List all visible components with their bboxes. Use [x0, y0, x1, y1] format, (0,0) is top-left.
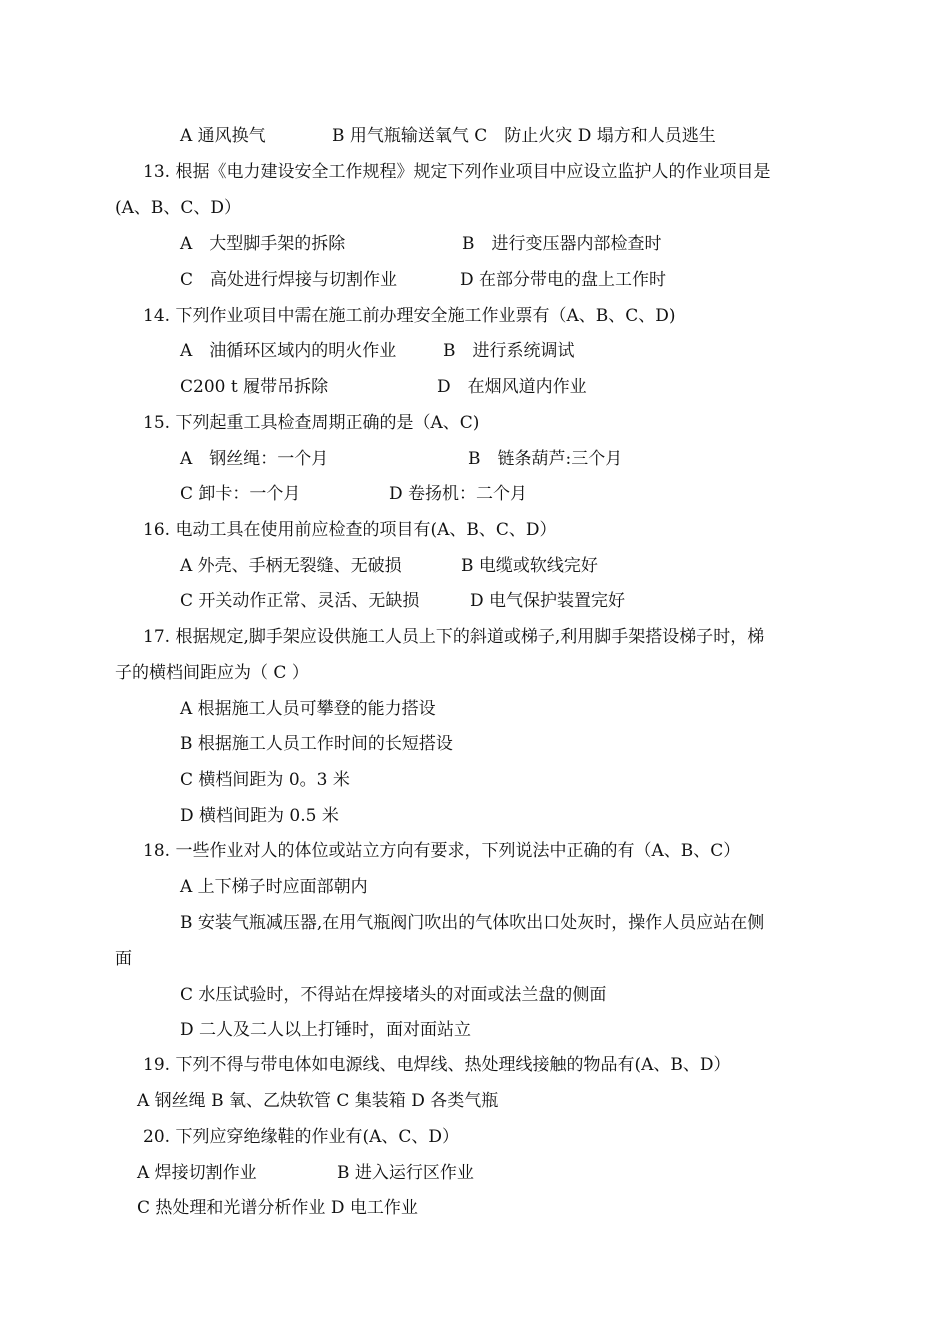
q15-option-c: C 卸卡：一个月 [180, 484, 301, 504]
q14-option-a: A 油循环区域内的明火作业 [180, 341, 397, 361]
q15-option-d: D 卷扬机：二个月 [389, 484, 528, 504]
q16-option-b: B 电缆或软线完好 [461, 556, 598, 576]
q14-option-b: B 进行系统调试 [443, 341, 575, 361]
q15-option-b: B 链条葫芦:三个月 [468, 449, 623, 469]
q16-option-c: C 开关动作正常、灵活、无缺损 [180, 591, 420, 611]
q15-option-a: A 钢丝绳：一个月 [180, 449, 329, 469]
q18-stem: 18. 一些作业对人的体位或站立方向有要求，下列说法中正确的有（A、B、C） [143, 841, 741, 861]
q16-option-a: A 外壳、手柄无裂缝、无破损 [180, 556, 402, 576]
q14-stem: 14. 下列作业项目中需在施工前办理安全施工作业票有（A、B、C、D) [143, 306, 676, 326]
q16-stem: 16. 电动工具在使用前应检查的项目有(A、B、C、D） [143, 520, 557, 540]
q17-option-c: C 横档间距为 0。3 米 [180, 770, 350, 790]
q15-stem: 15. 下列起重工具检查周期正确的是（A、C) [143, 413, 480, 433]
q17-option-a: A 根据施工人员可攀登的能力搭设 [180, 699, 436, 719]
q13-option-c: C 高处进行焊接与切割作业 [180, 270, 398, 290]
q12-option-a: A 通风换气 [180, 126, 266, 146]
q20-option-a: A 焊接切割作业 [137, 1163, 257, 1183]
q17-option-d: D 横档间距为 0.5 米 [180, 806, 339, 826]
q18-option-b-line1: B 安装气瓶减压器,在用气瓶阀门吹出的气体吹出口处灰时，操作人员应站在侧 [180, 913, 765, 933]
q18-option-c: C 水压试验时，不得站在焊接堵头的对面或法兰盘的侧面 [180, 985, 607, 1005]
q20-stem: 20. 下列应穿绝缘鞋的作业有(A、C、D） [143, 1127, 459, 1147]
q13-option-b: B 进行变压器内部检查时 [462, 234, 662, 254]
q14-option-c: C200 t 履带吊拆除 [180, 377, 329, 397]
q13-option-d: D 在部分带电的盘上工作时 [460, 270, 667, 290]
q19-options: A 钢丝绳 B 氧、乙炔软管 C 集装箱 D 各类气瓶 [137, 1091, 499, 1111]
q13-option-a: A 大型脚手架的拆除 [180, 234, 346, 254]
q18-option-b-line2: 面 [115, 949, 132, 969]
q13-stem-line2: (A、B、C、D） [115, 198, 242, 218]
q18-option-d: D 二人及二人以上打锤时，面对面站立 [180, 1020, 472, 1040]
q17-stem-line2: 子的横档间距应为（ C ） [115, 663, 309, 683]
q20-option-b: B 进入运行区作业 [337, 1163, 474, 1183]
q14-option-d: D 在烟风道内作业 [437, 377, 587, 397]
q19-stem: 19. 下列不得与带电体如电源线、电焊线、热处理线接触的物品有(A、B、D） [143, 1055, 731, 1075]
q20-option-cd: C 热处理和光谱分析作业 D 电工作业 [137, 1198, 418, 1218]
q13-stem-line1: 13. 根据《电力建设安全工作规程》规定下列作业项目中应设立监护人的作业项目是 [143, 162, 771, 182]
q18-option-a: A 上下梯子时应面部朝内 [180, 877, 368, 897]
q17-stem-line1: 17. 根据规定,脚手架应设供施工人员上下的斜道或梯子,利用脚手架搭设梯子时，梯 [143, 627, 765, 647]
q12-option-b: B 用气瓶输送氧气 C 防止火灾 D 塌方和人员逃生 [332, 126, 716, 146]
q17-option-b: B 根据施工人员工作时间的长短搭设 [180, 734, 453, 754]
q16-option-d: D 电气保护装置完好 [470, 591, 626, 611]
